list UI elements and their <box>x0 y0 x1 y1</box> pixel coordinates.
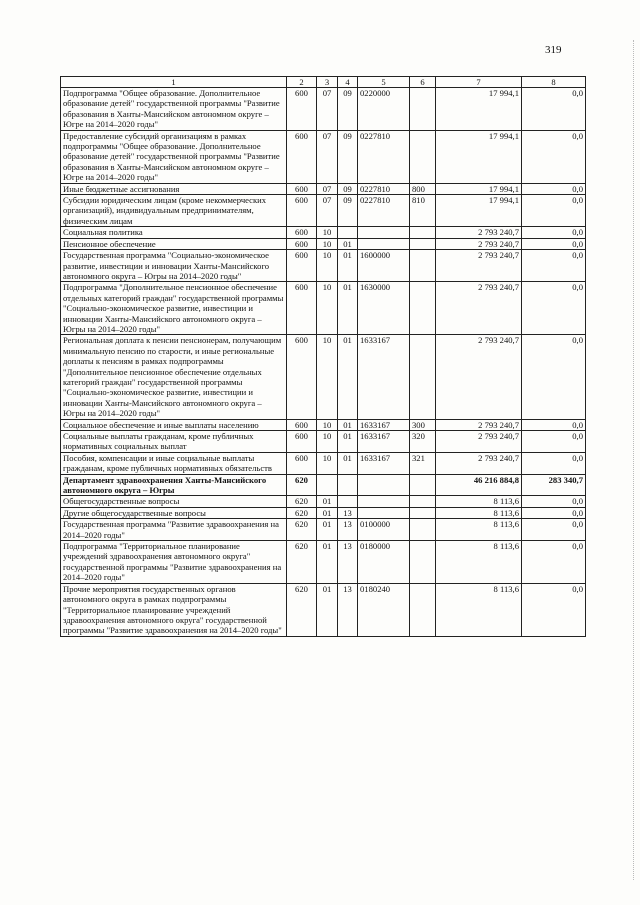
amount-cell-2: 0,0 <box>522 130 586 183</box>
ministry-code-cell: 600 <box>287 419 317 430</box>
amount-cell: 2 793 240,7 <box>436 419 522 430</box>
section-code-cell: 07 <box>317 130 338 183</box>
section-code-cell: 01 <box>317 519 338 541</box>
subsection-code-cell <box>338 474 358 496</box>
table-row <box>61 130 586 183</box>
expense-type-cell: 321 <box>410 452 436 474</box>
amount-cell-2: 0,0 <box>522 583 586 636</box>
subsection-code-cell <box>338 227 358 238</box>
subsection-code-cell: 01 <box>338 335 358 419</box>
item-name-cell: Пенсионное обеспечение <box>61 238 287 249</box>
expense-type-cell <box>410 507 436 518</box>
column-header: 1 <box>61 77 287 88</box>
subsection-code-cell <box>338 496 358 507</box>
table-row <box>61 419 586 430</box>
section-code-cell: 10 <box>317 452 338 474</box>
section-code-cell: 10 <box>317 335 338 419</box>
target-article-cell <box>358 474 410 496</box>
target-article-cell: 1630000 <box>358 282 410 335</box>
section-code-cell: 01 <box>317 583 338 636</box>
target-article-cell: 0100000 <box>358 519 410 541</box>
page-number: 319 <box>545 44 562 56</box>
amount-cell-2: 0,0 <box>522 519 586 541</box>
target-article-cell: 0180000 <box>358 541 410 584</box>
section-code-cell: 10 <box>317 282 338 335</box>
amount-cell-2: 0,0 <box>522 431 586 453</box>
ministry-code-cell: 600 <box>287 452 317 474</box>
column-header: 8 <box>522 77 586 88</box>
section-code-cell: 10 <box>317 250 338 282</box>
target-article-cell: 1633167 <box>358 452 410 474</box>
expense-type-cell <box>410 250 436 282</box>
item-name-cell: Региональная доплата к пенсии пенсионерам, получающим минимальную пенсию по старости, и иные региональные доплаты к пенсиям в рамках подпрограммы "Дополнительное пенсионное обеспечение отдельных категорий граждан" государственной программы "Социально-экономическое развитие, инвестиции и инновации Ханты-Мансийского автономного округа – Югры на 2014–2020 годы" <box>61 335 287 419</box>
column-header: 4 <box>338 77 358 88</box>
expense-type-cell: 320 <box>410 431 436 453</box>
amount-cell: 8 113,6 <box>436 541 522 584</box>
item-name-cell: Социальные выплаты гражданам, кроме публичных нормативных социальных выплат <box>61 431 287 453</box>
amount-cell: 2 793 240,7 <box>436 431 522 453</box>
amount-cell: 2 793 240,7 <box>436 452 522 474</box>
target-article-cell: 0227810 <box>358 195 410 227</box>
item-name-cell: Субсидии юридическим лицам (кроме некоммерческих организаций), индивидуальным предпринимателям, физическим лицам <box>61 195 287 227</box>
amount-cell-2: 0,0 <box>522 335 586 419</box>
budget-table <box>60 76 586 637</box>
item-name-cell: Подпрограмма "Дополнительное пенсионное обеспечение отдельных категорий граждан" государственной программы "Социально-экономическое развитие, инвестиции и инновации Ханты-Мансийского автономного округа – Югры на 2014–2020 годы" <box>61 282 287 335</box>
section-code-cell: 01 <box>317 496 338 507</box>
amount-cell: 8 113,6 <box>436 583 522 636</box>
expense-type-cell <box>410 238 436 249</box>
section-code-cell: 07 <box>317 183 338 194</box>
item-name-cell: Департамент здравоохранения Ханты-Мансийского автономного округа – Югры <box>61 474 287 496</box>
section-code-cell: 10 <box>317 227 338 238</box>
ministry-code-cell: 620 <box>287 474 317 496</box>
amount-cell-2: 283 340,7 <box>522 474 586 496</box>
amount-cell-2: 0,0 <box>522 227 586 238</box>
ministry-code-cell: 620 <box>287 519 317 541</box>
target-article-cell <box>358 507 410 518</box>
target-article-cell: 0180240 <box>358 583 410 636</box>
amount-cell: 2 793 240,7 <box>436 238 522 249</box>
expense-type-cell <box>410 583 436 636</box>
amount-cell: 17 994,1 <box>436 183 522 194</box>
amount-cell-2: 0,0 <box>522 496 586 507</box>
table-row <box>61 541 586 584</box>
item-name-cell: Предоставление субсидий организациям в рамках подпрограммы "Общее образование. Дополнительное образование детей" государственной программы "Развитие образования в Ханты-Мансийском автономном округе – Югре на 2014–2020 годы" <box>61 130 287 183</box>
ministry-code-cell: 600 <box>287 238 317 249</box>
amount-cell-2: 0,0 <box>522 250 586 282</box>
expense-type-cell: 300 <box>410 419 436 430</box>
expense-type-cell: 810 <box>410 195 436 227</box>
section-code-cell <box>317 474 338 496</box>
column-header: 2 <box>287 77 317 88</box>
item-name-cell: Другие общегосударственные вопросы <box>61 507 287 518</box>
table-row <box>61 583 586 636</box>
expense-type-cell <box>410 130 436 183</box>
section-code-cell: 10 <box>317 238 338 249</box>
amount-cell: 8 113,6 <box>436 519 522 541</box>
table-row <box>61 183 586 194</box>
ministry-code-cell: 600 <box>287 130 317 183</box>
amount-cell-2: 0,0 <box>522 541 586 584</box>
expense-type-cell: 800 <box>410 183 436 194</box>
table-row <box>61 250 586 282</box>
subsection-code-cell: 13 <box>338 541 358 584</box>
subsection-code-cell: 09 <box>338 183 358 194</box>
amount-cell-2: 0,0 <box>522 195 586 227</box>
ministry-code-cell: 620 <box>287 507 317 518</box>
expense-type-cell <box>410 519 436 541</box>
item-name-cell: Социальная политика <box>61 227 287 238</box>
expense-type-cell <box>410 541 436 584</box>
target-article-cell: 1633167 <box>358 419 410 430</box>
expense-type-cell <box>410 474 436 496</box>
subsection-code-cell: 09 <box>338 130 358 183</box>
subsection-code-cell: 01 <box>338 238 358 249</box>
table-row <box>61 474 586 496</box>
table-row <box>61 195 586 227</box>
item-name-cell: Государственная программа "Социально-экономическое развитие, инвестиции и инновации Ханты-Мансийского автономного округа – Югры на 2014–2020 годы" <box>61 250 287 282</box>
table-row <box>61 88 586 131</box>
target-article-cell: 1633167 <box>358 431 410 453</box>
table-row <box>61 452 586 474</box>
amount-cell: 17 994,1 <box>436 88 522 131</box>
ministry-code-cell: 620 <box>287 541 317 584</box>
table-row <box>61 335 586 419</box>
target-article-cell: 1633167 <box>358 335 410 419</box>
ministry-code-cell: 600 <box>287 195 317 227</box>
section-code-cell: 07 <box>317 195 338 227</box>
target-article-cell: 0227810 <box>358 183 410 194</box>
amount-cell-2: 0,0 <box>522 183 586 194</box>
ministry-code-cell: 600 <box>287 335 317 419</box>
item-name-cell: Пособия, компенсации и иные социальные выплаты гражданам, кроме публичных нормативных обязательств <box>61 452 287 474</box>
expense-type-cell <box>410 282 436 335</box>
table-row <box>61 496 586 507</box>
subsection-code-cell: 01 <box>338 452 358 474</box>
expense-type-cell <box>410 335 436 419</box>
amount-cell-2: 0,0 <box>522 419 586 430</box>
amount-cell: 2 793 240,7 <box>436 227 522 238</box>
table-row <box>61 282 586 335</box>
amount-cell-2: 0,0 <box>522 282 586 335</box>
subsection-code-cell: 09 <box>338 195 358 227</box>
expense-type-cell <box>410 496 436 507</box>
item-name-cell: Иные бюджетные ассигнования <box>61 183 287 194</box>
subsection-code-cell: 01 <box>338 431 358 453</box>
amount-cell: 8 113,6 <box>436 496 522 507</box>
table-row <box>61 507 586 518</box>
amount-cell-2: 0,0 <box>522 88 586 131</box>
section-code-cell: 01 <box>317 507 338 518</box>
amount-cell-2: 0,0 <box>522 238 586 249</box>
ministry-code-cell: 600 <box>287 183 317 194</box>
column-header: 5 <box>358 77 410 88</box>
amount-cell: 8 113,6 <box>436 507 522 518</box>
amount-cell: 2 793 240,7 <box>436 250 522 282</box>
target-article-cell: 1600000 <box>358 250 410 282</box>
section-code-cell: 10 <box>317 431 338 453</box>
amount-cell: 46 216 884,8 <box>436 474 522 496</box>
amount-cell: 17 994,1 <box>436 195 522 227</box>
amount-cell: 17 994,1 <box>436 130 522 183</box>
ministry-code-cell: 600 <box>287 250 317 282</box>
amount-cell-2: 0,0 <box>522 507 586 518</box>
item-name-cell: Государственная программа "Развитие здравоохранения на 2014–2020 годы" <box>61 519 287 541</box>
subsection-code-cell: 01 <box>338 250 358 282</box>
column-header: 3 <box>317 77 338 88</box>
ministry-code-cell: 600 <box>287 431 317 453</box>
target-article-cell <box>358 496 410 507</box>
expense-type-cell <box>410 227 436 238</box>
subsection-code-cell: 13 <box>338 507 358 518</box>
table-row <box>61 431 586 453</box>
column-header: 6 <box>410 77 436 88</box>
amount-cell: 2 793 240,7 <box>436 282 522 335</box>
expense-type-cell <box>410 88 436 131</box>
subsection-code-cell: 13 <box>338 519 358 541</box>
header-row <box>61 77 586 88</box>
ministry-code-cell: 600 <box>287 227 317 238</box>
item-name-cell: Подпрограмма "Территориальное планирование учреждений здравоохранения автономного округа" государственной программы "Развитие здравоохранения на 2014–2020 годы" <box>61 541 287 584</box>
table-row <box>61 519 586 541</box>
column-header: 7 <box>436 77 522 88</box>
amount-cell: 2 793 240,7 <box>436 335 522 419</box>
item-name-cell: Прочие мероприятия государственных органов автономного округа в рамках подпрограммы "Территориальное планирование учреждений здравоохранения автономного округа" государственной программы "Развитие здравоохранения на 2014–2020 годы" <box>61 583 287 636</box>
section-code-cell: 10 <box>317 419 338 430</box>
table-row <box>61 227 586 238</box>
subsection-code-cell: 13 <box>338 583 358 636</box>
table-body <box>61 88 586 637</box>
subsection-code-cell: 01 <box>338 282 358 335</box>
subsection-code-cell: 01 <box>338 419 358 430</box>
target-article-cell <box>358 227 410 238</box>
ministry-code-cell: 600 <box>287 88 317 131</box>
target-article-cell <box>358 238 410 249</box>
amount-cell-2: 0,0 <box>522 452 586 474</box>
section-code-cell: 01 <box>317 541 338 584</box>
ministry-code-cell: 600 <box>287 282 317 335</box>
item-name-cell: Подпрограмма "Общее образование. Дополнительное образование детей" государственной программы "Развитие образования в Ханты-Мансийском автономном округе – Югре на 2014–2020 годы" <box>61 88 287 131</box>
item-name-cell: Общегосударственные вопросы <box>61 496 287 507</box>
subsection-code-cell: 09 <box>338 88 358 131</box>
scan-edge-marks <box>631 40 634 880</box>
table-row <box>61 238 586 249</box>
ministry-code-cell: 620 <box>287 496 317 507</box>
section-code-cell: 07 <box>317 88 338 131</box>
target-article-cell: 0227810 <box>358 130 410 183</box>
item-name-cell: Социальное обеспечение и иные выплаты населению <box>61 419 287 430</box>
target-article-cell: 0220000 <box>358 88 410 131</box>
ministry-code-cell: 620 <box>287 583 317 636</box>
